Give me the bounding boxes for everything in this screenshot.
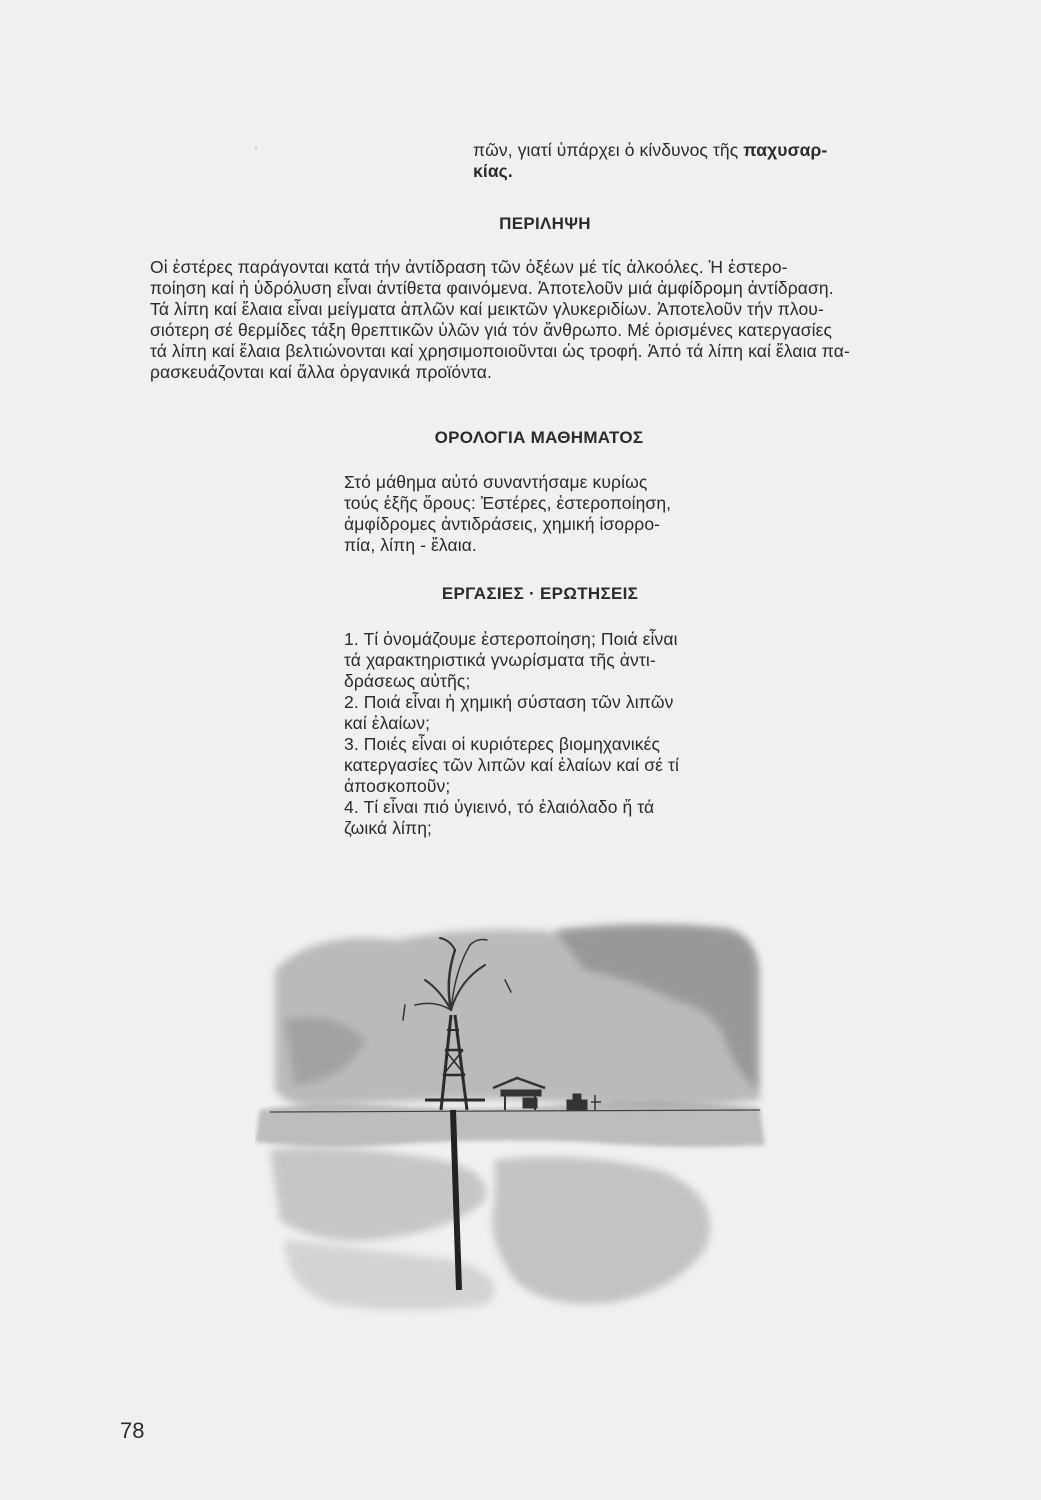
question-line: δράσεως αὐτῆς;: [344, 671, 471, 691]
terminology-line: τούς ἑξῆς ὅρους: Ἐστέρες, ἐστεροποίηση,: [344, 493, 672, 513]
summary-line: ρασκευάζονται καί ἄλλα ὀργανικά προϊόντα.: [150, 362, 492, 382]
terminology-line: πία, λίπη - ἔλαια.: [344, 535, 477, 555]
question-line: 2. Ποιά εἶναι ἡ χημική σύσταση τῶν λιπῶν: [344, 692, 674, 712]
summary-line: Οἱ ἐστέρες παράγονται κατά τήν ἀντίδραση τῶν ὀξέων μέ τίς ἀλκοόλες. Ἡ ἐστερο-: [150, 257, 788, 277]
intro-paragraph: [473, 140, 973, 182]
question-line: 4. Τί εἶναι πιό ὑγιεινό, τό ἐλαιόλαδο ἤ τά: [344, 797, 655, 817]
terminology-line: ἀμφίδρομες ἀντιδράσεις, χημική ἰσορρο-: [344, 514, 661, 534]
intro-bold-term-end: κίας.: [473, 161, 513, 181]
stray-mark: ˒: [254, 138, 258, 152]
oil-well-illustration: [255, 910, 795, 1330]
summary-paragraph: [150, 257, 970, 383]
question-line: καί ἐλαίων;: [344, 713, 431, 733]
question-line: 1. Τί ὀνομάζουμε ἐστεροποίηση; Ποιά εἶναι: [344, 629, 678, 649]
question-line: κατεργασίες τῶν λιπῶν καί ἐλαίων καί σέ τί: [344, 755, 679, 775]
exercises-heading: ΕΡΓΑΣΙΕΣ · ΕΡΩΤΗΣΕΙΣ: [441, 584, 639, 603]
summary-line: Τά λίπη καί ἔλαια εἶναι μείγματα ἁπλῶν καί μεικτῶν γλυκεριδίων. Ἀποτελοῦν τήν πλου-: [150, 299, 824, 319]
ink-wash-sky: [275, 924, 760, 1107]
terminology-heading: ΟΡΟΛΟΓΙΑ ΜΑΘΗΜΑΤΟΣ: [434, 428, 644, 447]
summary-heading: ΠΕΡΙΛΗΨΗ: [499, 214, 591, 233]
page-number: 78: [120, 1418, 145, 1443]
intro-text: πῶν, γιατί ὑπάρχει ὁ κίνδυνος τῆς: [473, 140, 744, 160]
summary-line: σιότερη σέ θερμίδες τάξη θρεπτικῶν ὑλῶν γιά τόν ἄνθρωπο. Μέ ὁρισμένες κατεργασίες: [150, 320, 833, 340]
summary-line: τά λίπη καί ἔλαια βελτιώνονται καί χρησιμοποιοῦνται ὡς τροφή. Ἀπό τά λίπη καί ἔλαια πα-: [150, 341, 850, 361]
intro-bold-term: παχυσαρ-: [743, 140, 828, 160]
question-line: ἀποσκοποῦν;: [344, 776, 451, 796]
question-line: ζωικά λίπη;: [344, 818, 433, 838]
terminology-line: Στό μάθημα αὐτό συναντήσαμε κυρίως: [344, 472, 648, 492]
question-line: τά χαρακτηριστικά γνωρίσματα τῆς ἀντι-: [344, 650, 656, 670]
ink-wash-ground: [255, 1102, 765, 1310]
question-line: 3. Ποιές εἶναι οἱ κυριότερες βιομηχανικές: [344, 734, 661, 754]
summary-line: ποίηση καί ἡ ὑδρόλυση εἶναι ἀντίθετα φαινόμενα. Ἀποτελοῦν μιά ἀμφίδρομη ἀντίδραση.: [150, 278, 834, 298]
terminology-paragraph: [344, 472, 744, 556]
exercises-list: [344, 629, 744, 839]
